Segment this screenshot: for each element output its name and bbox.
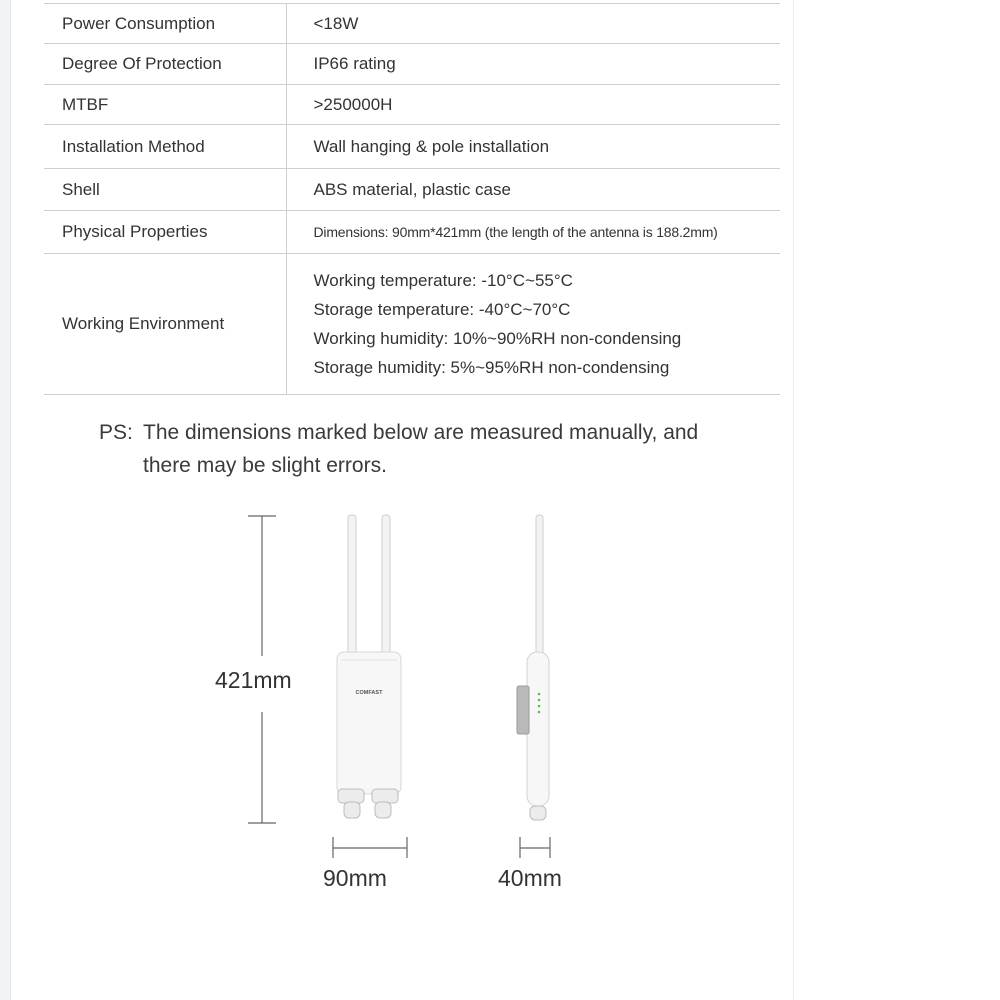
left-gutter [0, 0, 11, 1000]
spec-value: Dimensions: 90mm*421mm (the length of the antenna is 188.2mm) [286, 211, 780, 254]
spec-label: Working Environment [44, 254, 286, 395]
depth-dimension-line [520, 837, 550, 858]
spec-value: <18W [286, 4, 780, 44]
env-line: Storage temperature: -40°C~70°C [313, 300, 571, 319]
env-line: Storage humidity: 5%~95%RH non-condensing [313, 358, 670, 377]
spec-value: IP66 rating [286, 44, 780, 85]
side-antenna [536, 515, 543, 660]
spec-value: Wall hanging & pole installation [286, 125, 780, 169]
env-line: Working humidity: 10%~90%RH non-condensing [313, 329, 682, 348]
brand-logo: COMFAST [355, 690, 383, 696]
note-line-2: there may be slight errors. [143, 454, 387, 477]
spec-label: Shell [44, 169, 286, 211]
product-detail-content [11, 0, 793, 1000]
spec-value: ABS material, plastic case [286, 169, 780, 211]
note-line-1: The dimensions marked below are measured manually, and [143, 421, 699, 444]
front-body [337, 652, 401, 794]
spec-label: Power Consumption [44, 4, 286, 44]
note-prefix: PS: [99, 421, 133, 444]
side-cable-gland [530, 806, 546, 820]
width-dimension-line [333, 837, 407, 858]
spec-value: >250000H [286, 85, 780, 125]
side-mount-bracket [517, 686, 529, 734]
spec-label: Physical Properties [44, 211, 286, 254]
front-antennas [348, 515, 390, 660]
spec-label: Installation Method [44, 125, 286, 169]
spec-label: Degree Of Protection [44, 44, 286, 85]
right-gutter [793, 0, 1000, 1000]
width-label: 90mm [323, 865, 387, 891]
device-dimension-diagram [11, 0, 793, 1000]
env-line: Working temperature: -10°C~55°C [313, 271, 573, 290]
side-body [527, 652, 549, 806]
spec-label: MTBF [44, 85, 286, 125]
depth-label: 40mm [498, 865, 562, 891]
height-label: 421mm [215, 667, 292, 693]
